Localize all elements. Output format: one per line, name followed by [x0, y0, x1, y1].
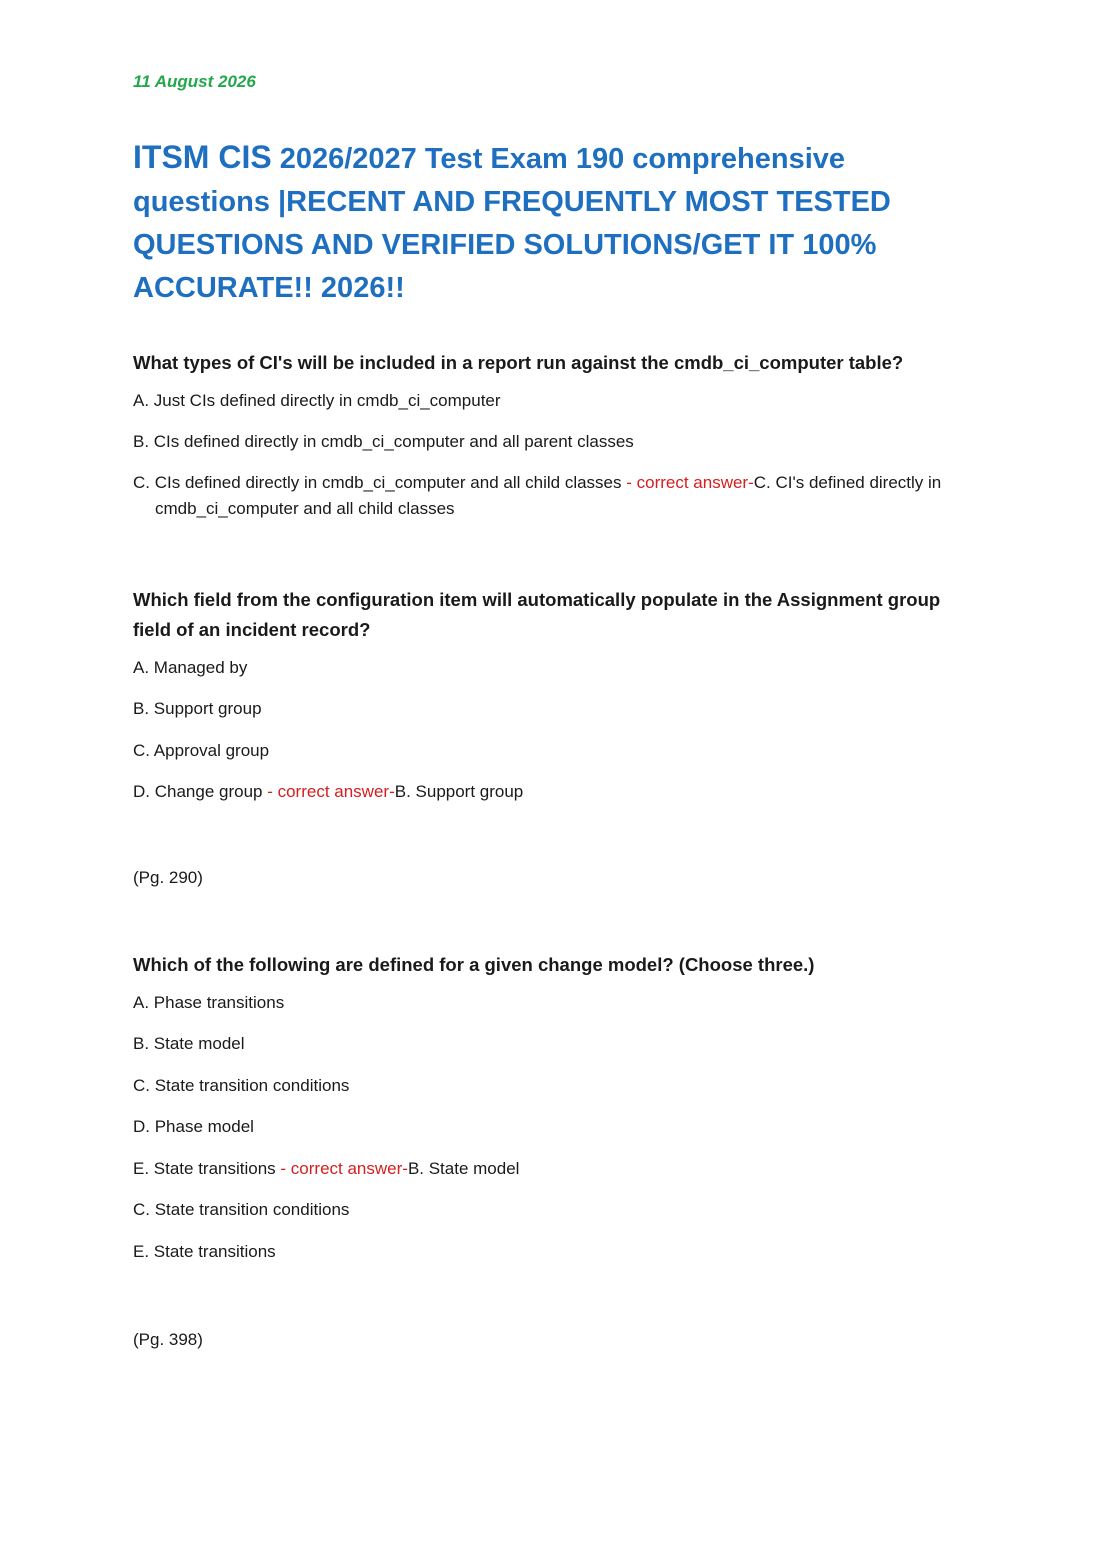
option-c: C. State transition conditions	[133, 1076, 350, 1095]
option-list	[133, 388, 953, 522]
option-c: C. Approval group	[133, 741, 270, 760]
option-d: D. Phase model	[133, 1117, 254, 1136]
option-a: A. Just CIs defined directly in cmdb_ci_computer	[133, 391, 501, 410]
option-text: D. Change group	[133, 782, 268, 801]
question-prompt: What types of CI's will be included in a report run against the cmdb_ci_computer table?	[133, 352, 904, 373]
correct-answer-marker: - correct answer-	[626, 473, 754, 492]
option-b: B. Support group	[133, 699, 262, 718]
question-prompt: Which field from the configuration item will automatically populate in the Assignment group field of an incident record?	[133, 589, 941, 640]
answer-text: B. Support group	[394, 782, 524, 801]
question-3	[133, 950, 953, 1265]
question-1	[133, 348, 953, 522]
document-date: 11 August 2026	[133, 72, 256, 91]
answer-line: E. State transitions	[133, 1242, 276, 1261]
title-lead: ITSM CIS	[133, 139, 272, 175]
option-a: A. Managed by	[133, 658, 248, 677]
option-list	[133, 655, 953, 805]
option-c-with-answer	[133, 470, 953, 522]
option-b: B. State model	[133, 1034, 245, 1053]
option-text: E. State transitions	[133, 1159, 281, 1178]
question-prompt: Which of the following are defined for a given change model? (Choose three.)	[133, 954, 815, 975]
answer-text: B. State model	[407, 1159, 520, 1178]
title-rest: 2026/2027 Test Exam 190 comprehensive questions |RECENT AND FREQUENTLY MOST TESTED QUESTIONS AND VERIFIED SOLUTIONS/GET IT 100% ACCURATE!! 2026!!	[133, 143, 891, 304]
answer-line: C. State transition conditions	[133, 1200, 350, 1219]
correct-answer-marker: - correct answer-	[280, 1159, 408, 1178]
option-b: B. CIs defined directly in cmdb_ci_computer and all parent classes	[133, 432, 634, 451]
option-a: A. Phase transitions	[133, 993, 285, 1012]
option-d-with-answer	[133, 779, 953, 805]
option-text: C. CIs defined directly in cmdb_ci_computer and all child classes	[133, 473, 627, 492]
document-title	[133, 136, 933, 310]
correct-answer-marker: - correct answer-	[267, 782, 395, 801]
answer-text: C. CI's defined directly in cmdb_ci_computer and all child classes	[155, 473, 942, 518]
option-e-with-answer	[133, 1156, 953, 1182]
page-reference: (Pg. 290)	[133, 868, 203, 887]
question-2	[133, 585, 953, 805]
page-reference: (Pg. 398)	[133, 1330, 203, 1349]
option-list	[133, 990, 953, 1265]
